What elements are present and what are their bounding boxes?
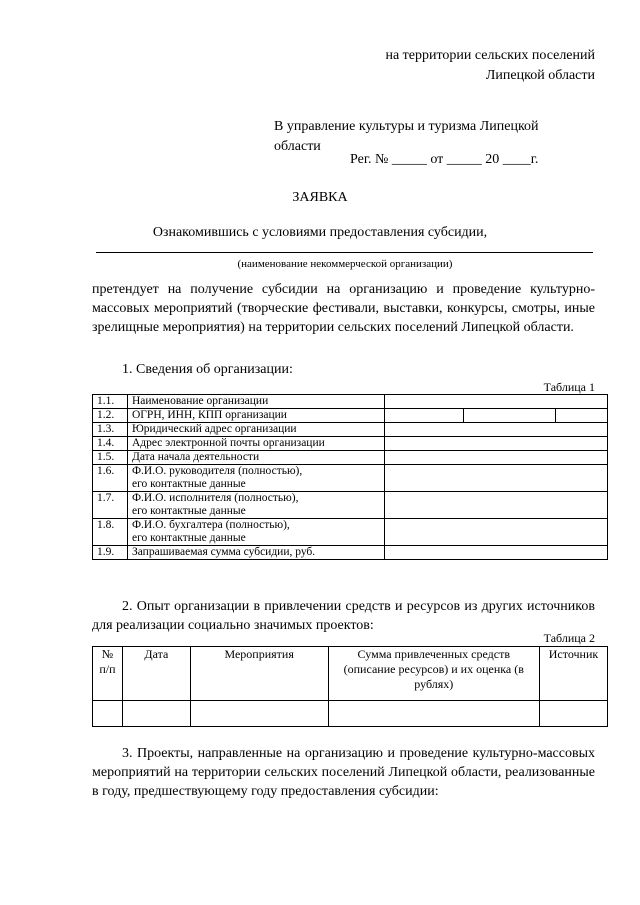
experience-table [92, 646, 608, 727]
col-header-source: Источник [540, 647, 608, 701]
row-label: Ф.И.О. исполнителя (полностью), [131, 492, 299, 504]
value-cell[interactable] [384, 519, 608, 546]
row-label: ОГРН, ИНН, КПП организации [127, 409, 384, 423]
row-label-2: его контактные данные [131, 532, 246, 544]
intro-text: Ознакомившись с условиями предоставления субсидии, [152, 225, 488, 240]
row-label: Дата начала деятельности [127, 451, 384, 465]
table-row [93, 395, 608, 409]
row-label: Наименование организации [127, 395, 384, 409]
value-cell[interactable] [384, 451, 608, 465]
row-number: 1.9. [93, 546, 128, 560]
row-label-multiline [127, 465, 384, 492]
value-cell-ogrn[interactable] [384, 409, 464, 423]
org-name-line[interactable] [96, 252, 593, 253]
value-cell[interactable] [384, 423, 608, 437]
table-row [93, 423, 608, 437]
col-header-date: Дата [122, 647, 190, 701]
row-number: 1.4. [93, 437, 128, 451]
row-number: 1.3. [93, 423, 128, 437]
row-number: 1.5. [93, 451, 128, 465]
row-label: Запрашиваемая сумма субсидии, руб. [127, 546, 384, 560]
addressee [274, 117, 594, 157]
registration-line: Рег. № _____ от _____ 20 ____г. [350, 152, 539, 167]
table-row [93, 546, 608, 560]
addressee-line-1: В управление культуры и туризма Липецкой [274, 119, 539, 134]
cell-source[interactable] [540, 701, 608, 727]
value-cell[interactable] [384, 546, 608, 560]
value-cell-kpp[interactable] [556, 409, 608, 423]
row-label: Ф.И.О. руководителя (полностью), [131, 465, 303, 477]
table-header-row [93, 647, 608, 701]
paragraph-1: претендует на получение субсидии на организацию и проведение культурно-массовых мероприятий (творческие фестивали, выставки, конкурсы, смотры, иные зрелищные мероприятия) на территории сельских поселений Липецкой области. [92, 282, 595, 335]
table-row [93, 465, 608, 492]
section-2-text: 2. Опыт организации в привлечении средств и ресурсов из других источников для реализации социально значимых проектов: [92, 599, 595, 633]
section-1-heading: 1. Сведения об организации: [122, 362, 293, 377]
row-label-multiline [127, 492, 384, 519]
value-cell[interactable] [384, 492, 608, 519]
row-label-2: его контактные данные [131, 505, 246, 517]
table-row [93, 409, 608, 423]
table-row [93, 492, 608, 519]
cell-date[interactable] [122, 701, 190, 727]
table-row [93, 437, 608, 451]
row-number: 1.1. [93, 395, 128, 409]
addressee-line-2: области [274, 139, 321, 154]
value-cell[interactable] [384, 465, 608, 492]
col-header-num: № п/п [93, 647, 123, 701]
cell-num[interactable] [93, 701, 123, 727]
table-row [93, 701, 608, 727]
row-number: 1.8. [93, 519, 128, 546]
row-label-multiline [127, 519, 384, 546]
table-row [93, 519, 608, 546]
table-1-caption: Таблица 1 [543, 380, 595, 394]
col-header-sum: Сумма привлеченных средств (описание ресурсов) и их оценка (в рублях) [328, 647, 539, 701]
org-info-table [92, 394, 608, 560]
cell-events[interactable] [190, 701, 328, 727]
value-cell[interactable] [384, 395, 608, 409]
row-label-2: его контактные данные [131, 478, 246, 490]
table-2-caption: Таблица 2 [543, 631, 595, 645]
row-label: Адрес электронной почты организации [127, 437, 384, 451]
document-title: ЗАЯВКА [292, 190, 348, 205]
org-name-hint: (наименование некоммерческой организации) [237, 258, 453, 270]
section-3-text: 3. Проекты, направленные на организацию и проведение культурно-массовых мероприятий на территории сельских поселений Липецкой области, реализованные в году, предшествующему году предоставления субсидии: [92, 746, 595, 799]
header-line-1: на территории сельских поселений [385, 48, 595, 63]
document-header [385, 46, 595, 86]
row-number: 1.2. [93, 409, 128, 423]
row-number: 1.7. [93, 492, 128, 519]
cell-sum[interactable] [328, 701, 539, 727]
value-cell-inn[interactable] [464, 409, 556, 423]
value-cell[interactable] [384, 437, 608, 451]
row-number: 1.6. [93, 465, 128, 492]
row-label: Ф.И.О. бухгалтера (полностью), [131, 519, 290, 531]
table-row [93, 451, 608, 465]
row-label: Юридический адрес организации [127, 423, 384, 437]
header-line-2: Липецкой области [485, 68, 595, 83]
col-header-events: Мероприятия [190, 647, 328, 701]
